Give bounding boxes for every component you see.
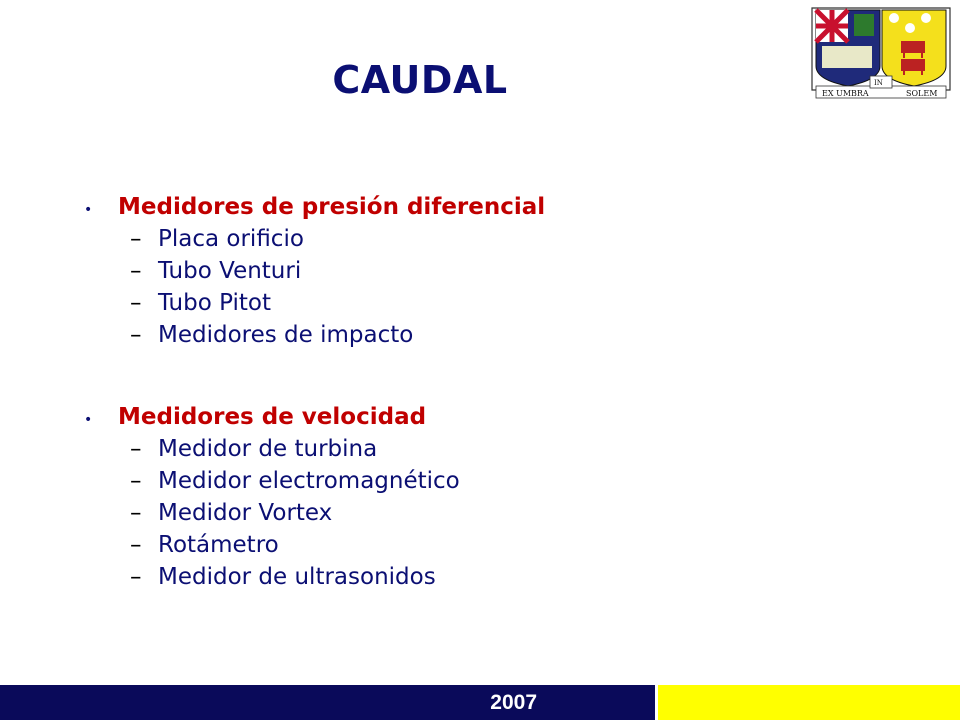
list-item xyxy=(84,226,864,258)
list-item-label: Medidor de ultrasonidos xyxy=(158,564,436,590)
university-crest-logo xyxy=(810,6,952,100)
slide-title: CAUDAL xyxy=(332,58,508,102)
dash-icon: – xyxy=(130,500,142,526)
list-item xyxy=(84,564,864,596)
list-item-label: Medidor de turbina xyxy=(158,436,378,462)
crest-motto-middle: IN xyxy=(874,79,883,87)
dash-icon: – xyxy=(130,258,142,284)
section-differential-pressure xyxy=(84,194,864,354)
dash-icon: – xyxy=(130,564,142,590)
footer-bar-left xyxy=(0,685,655,720)
bullet-icon: • xyxy=(84,412,93,428)
footer-bar-right xyxy=(658,685,960,720)
dash-icon: – xyxy=(130,436,142,462)
list-item xyxy=(84,290,864,322)
crest-motto-left: EX UMBRA xyxy=(822,89,869,98)
crest-motto-right: SOLEM xyxy=(906,89,938,98)
list-item-label: Medidores de impacto xyxy=(158,322,414,348)
list-item xyxy=(84,436,864,468)
list-item-label: Tubo Pitot xyxy=(158,290,271,316)
dash-icon: – xyxy=(130,532,142,558)
dash-icon: – xyxy=(130,468,142,494)
section-heading: Medidores de velocidad xyxy=(118,404,427,430)
list-item-label: Medidor electromagnético xyxy=(158,468,460,494)
list-item xyxy=(84,322,864,354)
footer-year: 2007 xyxy=(490,691,537,714)
list-item xyxy=(84,500,864,532)
bullet-heading xyxy=(84,404,864,436)
bullet-icon: • xyxy=(84,202,93,218)
section-heading: Medidores de presión diferencial xyxy=(118,194,546,220)
list-item xyxy=(84,258,864,290)
slide-content xyxy=(84,194,864,646)
dash-icon: – xyxy=(130,322,142,348)
list-item xyxy=(84,532,864,564)
dash-icon: – xyxy=(130,226,142,252)
list-item-label: Medidor Vortex xyxy=(158,500,333,526)
section-velocity xyxy=(84,404,864,596)
dash-icon: – xyxy=(130,290,142,316)
list-item-label: Rotámetro xyxy=(158,532,279,558)
list-item xyxy=(84,468,864,500)
bullet-heading xyxy=(84,194,864,226)
list-item-label: Tubo Venturi xyxy=(158,258,302,284)
list-item-label: Placa orificio xyxy=(158,226,304,252)
